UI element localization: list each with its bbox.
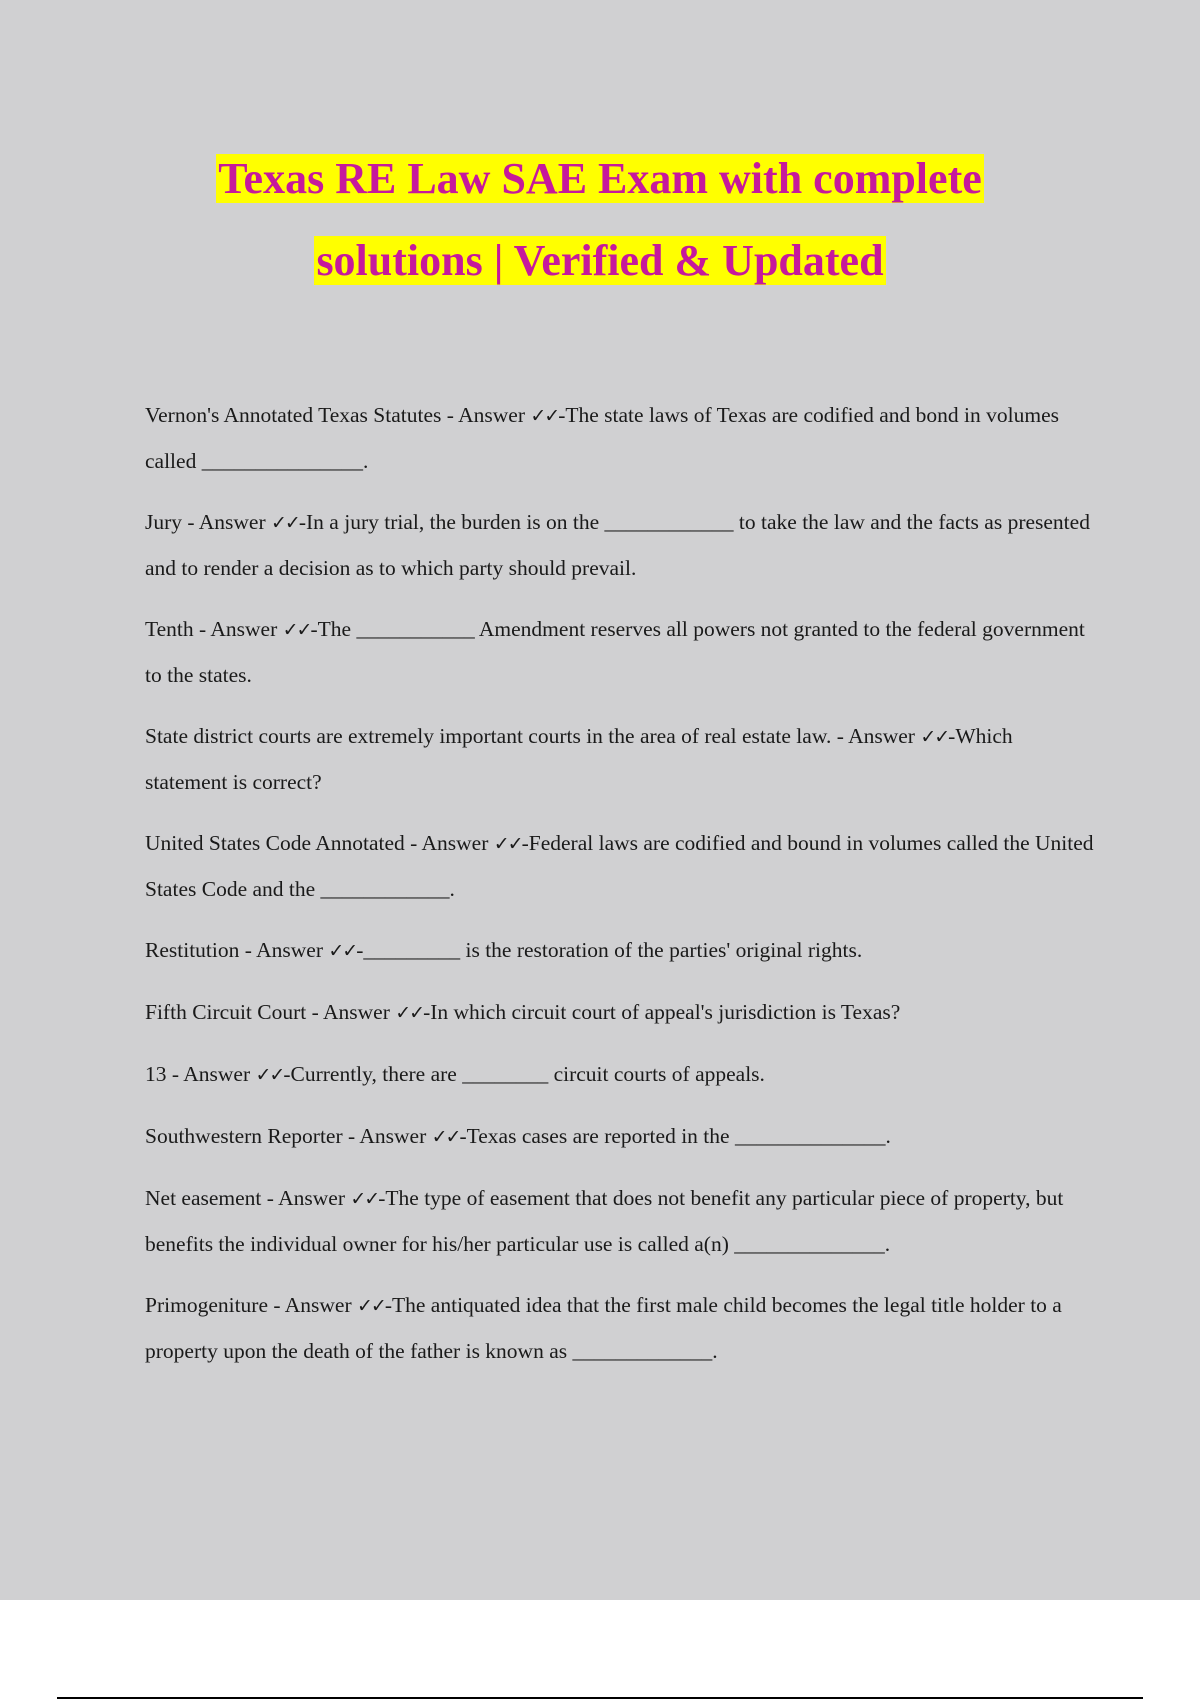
double-check-icon: ✓✓ bbox=[282, 619, 311, 641]
qa-term: Restitution bbox=[145, 938, 240, 962]
qa-question: -The antiquated idea that the first male child becomes the legal title holder to a property upon the death of the father is known as _____________. bbox=[145, 1293, 1062, 1363]
double-check-icon: ✓✓ bbox=[920, 726, 949, 748]
qa-term: Southwestern Reporter bbox=[145, 1124, 343, 1148]
qa-question: -The state laws of Texas are codified and bond in volumes called _______________. bbox=[145, 403, 1060, 473]
answer-label: Answer bbox=[256, 938, 323, 962]
qa-question: -The ___________ Amendment reserves all powers not granted to the federal government to the states. bbox=[145, 617, 1085, 687]
qa-list bbox=[145, 393, 1095, 1390]
qa-term: Jury bbox=[145, 510, 183, 534]
double-check-icon: ✓✓ bbox=[395, 1002, 424, 1024]
qa-question: -Currently, there are ________ circuit courts of appeals. bbox=[283, 1062, 765, 1086]
qa-term: State district courts are extremely important courts in the area of real estate law. bbox=[145, 724, 832, 748]
qa-item: United States Code Annotated - Answer ✓✓-Federal laws are codified and bound in volumes called the United States Code and the ____________. bbox=[145, 831, 1094, 901]
document-title bbox=[0, 138, 1200, 302]
qa-question: -The type of easement that does not benefit any particular piece of property, but benefits the individual owner for his/her particular use is called a(n) ______________. bbox=[145, 1186, 1064, 1256]
qa-item: Fifth Circuit Court - Answer ✓✓-In which circuit court of appeal's jurisdiction is Texas? bbox=[145, 1000, 901, 1024]
footer-divider bbox=[57, 1697, 1143, 1699]
qa-term: United States Code Annotated bbox=[145, 831, 405, 855]
qa-item: Southwestern Reporter - Answer ✓✓-Texas cases are reported in the ______________. bbox=[145, 1124, 891, 1148]
double-check-icon: ✓✓ bbox=[493, 833, 522, 855]
qa-item: Tenth - Answer ✓✓-The ___________ Amendment reserves all powers not granted to the federal government to the states. bbox=[145, 617, 1085, 687]
qa-term: Fifth Circuit Court bbox=[145, 1000, 307, 1024]
answer-label: Answer bbox=[284, 1293, 352, 1317]
answer-label: Answer bbox=[421, 831, 489, 855]
qa-term: 13 bbox=[145, 1062, 167, 1086]
answer-label: Answer bbox=[458, 403, 525, 427]
qa-item: Primogeniture - Answer ✓✓-The antiquated idea that the first male child becomes the legal title holder to a property upon the death of the father is known as _____________. bbox=[145, 1293, 1062, 1363]
qa-item: Vernon's Annotated Texas Statutes - Answer ✓✓-The state laws of Texas are codified and bond in volumes called _______________. bbox=[145, 403, 1060, 473]
title-line-1: Texas RE Law SAE Exam with complete bbox=[218, 154, 982, 203]
qa-item: Net easement - Answer ✓✓-The type of easement that does not benefit any particular piece of property, but benefits the individual owner for his/her particular use is called a(n) ______________. bbox=[145, 1186, 1064, 1256]
qa-question: -Texas cases are reported in the ______________. bbox=[459, 1124, 891, 1148]
answer-label: Answer bbox=[198, 510, 266, 534]
qa-item: Jury - Answer ✓✓-In a jury trial, the burden is on the ____________ to take the law and the facts as presented and to render a decision as to which party should prevail. bbox=[145, 510, 1090, 580]
qa-question: -Federal laws are codified and bound in volumes called the United States Code and the ____________. bbox=[145, 831, 1094, 901]
qa-question: -In which circuit court of appeal's jurisdiction is Texas? bbox=[423, 1000, 901, 1024]
double-check-icon: ✓✓ bbox=[530, 405, 559, 427]
qa-item: State district courts are extremely important courts in the area of real estate law. - Answer ✓✓-Which statement is correct? bbox=[145, 724, 1013, 794]
double-check-icon: ✓✓ bbox=[328, 940, 357, 962]
double-check-icon: ✓✓ bbox=[350, 1188, 379, 1210]
answer-label: Answer bbox=[359, 1124, 427, 1148]
qa-item: 13 - Answer ✓✓-Currently, there are ________ circuit courts of appeals. bbox=[145, 1062, 765, 1086]
answer-label: Answer bbox=[278, 1186, 346, 1210]
double-check-icon: ✓✓ bbox=[255, 1064, 284, 1086]
answer-label: Answer bbox=[322, 1000, 390, 1024]
qa-question: -Which statement is correct? bbox=[145, 724, 1013, 794]
qa-term: Net easement bbox=[145, 1186, 262, 1210]
qa-term: Primogeniture bbox=[145, 1293, 269, 1317]
answer-label: Answer bbox=[848, 724, 915, 748]
answer-label: Answer bbox=[183, 1062, 251, 1086]
double-check-icon: ✓✓ bbox=[431, 1126, 460, 1148]
qa-question: -In a jury trial, the burden is on the ____________ to take the law and the facts as presented and to render a decision as to which party should prevail. bbox=[145, 510, 1090, 580]
title-line-2: solutions | Verified & Updated bbox=[316, 236, 884, 285]
answer-label: Answer bbox=[210, 617, 278, 641]
double-check-icon: ✓✓ bbox=[357, 1295, 385, 1317]
double-check-icon: ✓✓ bbox=[271, 512, 299, 534]
qa-term: Tenth bbox=[145, 617, 194, 641]
qa-question: -_________ is the restoration of the parties' original rights. bbox=[356, 938, 863, 962]
qa-term: Vernon's Annotated Texas Statutes bbox=[145, 403, 442, 427]
qa-item: Restitution - Answer ✓✓-_________ is the restoration of the parties' original rights. bbox=[145, 938, 863, 962]
